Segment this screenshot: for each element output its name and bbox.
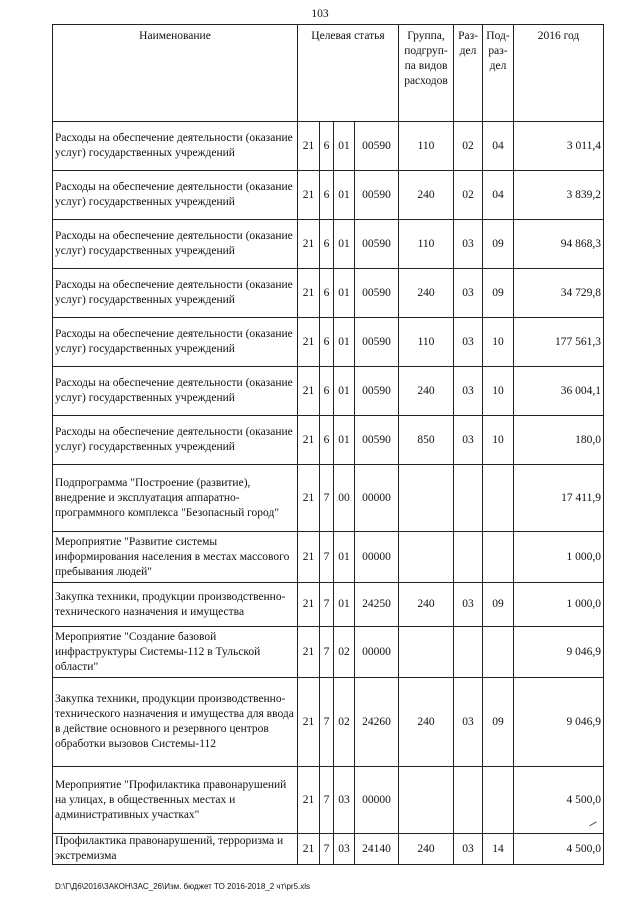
target-direction-cell: 00000 bbox=[355, 627, 399, 678]
expense-group-cell: 850 bbox=[399, 416, 454, 465]
target-program-cell: 21 bbox=[298, 318, 320, 367]
amount-2016-cell: 180,0 bbox=[514, 416, 604, 465]
amount-2016-cell: 3 011,4 bbox=[514, 122, 604, 171]
row-name-cell: Расходы на обеспечение деятельности (оказание услуг) государственных учреждений bbox=[53, 220, 298, 269]
target-event-cell: 01 bbox=[334, 367, 355, 416]
target-event-cell: 01 bbox=[334, 318, 355, 367]
row-name-cell: Профилактика правонарушений, терроризма и экстремизма bbox=[53, 834, 298, 865]
row-name-cell: Расходы на обеспечение деятельности (оказание услуг) государственных учреждений bbox=[53, 318, 298, 367]
amount-2016-cell: 9 046,9 bbox=[514, 627, 604, 678]
expense-group-cell: 240 bbox=[399, 171, 454, 220]
row-name-cell: Мероприятие "Создание базовой инфраструктуры Системы-112 в Тульской области" bbox=[53, 627, 298, 678]
target-direction-cell: 00590 bbox=[355, 318, 399, 367]
expense-group-cell: 110 bbox=[399, 318, 454, 367]
row-name-cell: Расходы на обеспечение деятельности (оказание услуг) государственных учреждений bbox=[53, 416, 298, 465]
target-program-cell: 21 bbox=[298, 465, 320, 532]
amount-2016-cell: 4 500,0 bbox=[514, 834, 604, 865]
section-cell: 03 bbox=[454, 416, 483, 465]
subsection-cell: 09 bbox=[483, 269, 514, 318]
target-event-cell: 01 bbox=[334, 416, 355, 465]
row-name-cell: Закупка техники, продукции производственно-технического назначения и имущества bbox=[53, 583, 298, 627]
table-row bbox=[53, 416, 604, 465]
target-program-cell: 21 bbox=[298, 532, 320, 583]
target-direction-cell: 00000 bbox=[355, 532, 399, 583]
target-direction-cell: 00000 bbox=[355, 767, 399, 834]
amount-2016-cell: 9 046,9 bbox=[514, 678, 604, 767]
target-subprogram-cell: 7 bbox=[320, 627, 334, 678]
target-direction-cell: 00590 bbox=[355, 269, 399, 318]
table-row bbox=[53, 367, 604, 416]
expense-group-cell: 240 bbox=[399, 834, 454, 865]
table-row bbox=[53, 627, 604, 678]
subsection-cell: 09 bbox=[483, 220, 514, 269]
expense-group-cell: 240 bbox=[399, 583, 454, 627]
subsection-cell bbox=[483, 767, 514, 834]
target-event-cell: 01 bbox=[334, 269, 355, 318]
section-cell: 02 bbox=[454, 171, 483, 220]
section-cell: 03 bbox=[454, 220, 483, 269]
target-subprogram-cell: 6 bbox=[320, 416, 334, 465]
target-direction-cell: 24250 bbox=[355, 583, 399, 627]
target-subprogram-cell: 7 bbox=[320, 678, 334, 767]
target-program-cell: 21 bbox=[298, 834, 320, 865]
target-direction-cell: 00000 bbox=[355, 465, 399, 532]
expense-group-cell: 240 bbox=[399, 678, 454, 767]
header-year: 2016 год bbox=[514, 25, 604, 122]
target-subprogram-cell: 6 bbox=[320, 318, 334, 367]
section-cell: 03 bbox=[454, 678, 483, 767]
expense-group-cell: 110 bbox=[399, 220, 454, 269]
target-program-cell: 21 bbox=[298, 767, 320, 834]
target-subprogram-cell: 7 bbox=[320, 532, 334, 583]
subsection-cell: 14 bbox=[483, 834, 514, 865]
subsection-cell: 10 bbox=[483, 318, 514, 367]
row-name-cell: Мероприятие "Профилактика правонарушений на улицах, в общественных местах и административных участках" bbox=[53, 767, 298, 834]
section-cell bbox=[454, 465, 483, 532]
target-subprogram-cell: 6 bbox=[320, 220, 334, 269]
amount-2016-cell: 4 500,0 bbox=[514, 767, 604, 834]
target-event-cell: 01 bbox=[334, 583, 355, 627]
header-name: Наименование bbox=[53, 25, 298, 122]
target-program-cell: 21 bbox=[298, 367, 320, 416]
amount-2016-cell: 177 561,3 bbox=[514, 318, 604, 367]
target-direction-cell: 00590 bbox=[355, 416, 399, 465]
row-name-cell: Расходы на обеспечение деятельности (оказание услуг) государственных учреждений bbox=[53, 171, 298, 220]
target-direction-cell: 00590 bbox=[355, 367, 399, 416]
target-program-cell: 21 bbox=[298, 583, 320, 627]
target-subprogram-cell: 7 bbox=[320, 465, 334, 532]
target-program-cell: 21 bbox=[298, 678, 320, 767]
amount-2016-cell: 1 000,0 bbox=[514, 532, 604, 583]
amount-2016-cell: 36 004,1 bbox=[514, 367, 604, 416]
target-event-cell: 02 bbox=[334, 678, 355, 767]
target-event-cell: 01 bbox=[334, 122, 355, 171]
subsection-cell bbox=[483, 627, 514, 678]
table-row bbox=[53, 834, 604, 865]
subsection-cell: 10 bbox=[483, 416, 514, 465]
row-name-cell: Закупка техники, продукции производственно-технического назначения и имущества для ввода в действие основного и резервного центров обработки вызовов Системы-112 bbox=[53, 678, 298, 767]
table-row bbox=[53, 678, 604, 767]
target-subprogram-cell: 6 bbox=[320, 367, 334, 416]
target-direction-cell: 24260 bbox=[355, 678, 399, 767]
expense-group-cell bbox=[399, 532, 454, 583]
table-row bbox=[53, 767, 604, 834]
amount-2016-cell: 3 839,2 bbox=[514, 171, 604, 220]
target-program-cell: 21 bbox=[298, 269, 320, 318]
subsection-cell bbox=[483, 532, 514, 583]
subsection-cell: 09 bbox=[483, 583, 514, 627]
target-event-cell: 03 bbox=[334, 767, 355, 834]
row-name-cell: Мероприятие "Развитие системы информирования населения в местах массового пребывания людей" bbox=[53, 532, 298, 583]
section-cell bbox=[454, 532, 483, 583]
amount-2016-cell: 17 411,9 bbox=[514, 465, 604, 532]
expense-group-cell: 240 bbox=[399, 367, 454, 416]
target-event-cell: 02 bbox=[334, 627, 355, 678]
section-cell: 02 bbox=[454, 122, 483, 171]
target-event-cell: 01 bbox=[334, 532, 355, 583]
target-program-cell: 21 bbox=[298, 627, 320, 678]
section-cell bbox=[454, 767, 483, 834]
expense-group-cell bbox=[399, 465, 454, 532]
section-cell bbox=[454, 627, 483, 678]
table-row bbox=[53, 318, 604, 367]
amount-2016-cell: 1 000,0 bbox=[514, 583, 604, 627]
page-number: 103 bbox=[311, 8, 329, 20]
budget-table bbox=[52, 24, 604, 865]
target-event-cell: 01 bbox=[334, 220, 355, 269]
target-direction-cell: 24140 bbox=[355, 834, 399, 865]
subsection-cell: 04 bbox=[483, 122, 514, 171]
table-row bbox=[53, 465, 604, 532]
section-cell: 03 bbox=[454, 834, 483, 865]
target-event-cell: 03 bbox=[334, 834, 355, 865]
row-name-cell: Расходы на обеспечение деятельности (оказание услуг) государственных учреждений bbox=[53, 269, 298, 318]
amount-2016-cell: 94 868,3 bbox=[514, 220, 604, 269]
header-subsection: Под-раз-дел bbox=[483, 25, 514, 122]
target-event-cell: 01 bbox=[334, 171, 355, 220]
expense-group-cell: 110 bbox=[399, 122, 454, 171]
target-direction-cell: 00590 bbox=[355, 171, 399, 220]
section-cell: 03 bbox=[454, 318, 483, 367]
header-target-article: Целевая статья bbox=[298, 25, 399, 122]
file-path-footer: D:\Г\Д6\2016\ЗАКОН\ЗАС_26\Изм. бюджет ТО 2016-2018_2 чт\pr5.xls bbox=[55, 882, 311, 891]
subsection-cell: 10 bbox=[483, 367, 514, 416]
target-program-cell: 21 bbox=[298, 171, 320, 220]
target-program-cell: 21 bbox=[298, 416, 320, 465]
target-program-cell: 21 bbox=[298, 122, 320, 171]
target-subprogram-cell: 7 bbox=[320, 583, 334, 627]
target-subprogram-cell: 6 bbox=[320, 269, 334, 318]
target-subprogram-cell: 7 bbox=[320, 767, 334, 834]
table-row bbox=[53, 269, 604, 318]
target-direction-cell: 00590 bbox=[355, 220, 399, 269]
target-subprogram-cell: 6 bbox=[320, 122, 334, 171]
expense-group-cell bbox=[399, 767, 454, 834]
header-expense-group: Группа, подгруп-па видов расходов bbox=[399, 25, 454, 122]
table-row bbox=[53, 583, 604, 627]
table-row bbox=[53, 171, 604, 220]
section-cell: 03 bbox=[454, 367, 483, 416]
amount-2016-cell: 34 729,8 bbox=[514, 269, 604, 318]
table-row bbox=[53, 220, 604, 269]
section-cell: 03 bbox=[454, 269, 483, 318]
subsection-cell: 09 bbox=[483, 678, 514, 767]
target-subprogram-cell: 6 bbox=[320, 171, 334, 220]
target-event-cell: 00 bbox=[334, 465, 355, 532]
section-cell: 03 bbox=[454, 583, 483, 627]
subsection-cell: 04 bbox=[483, 171, 514, 220]
table-row bbox=[53, 532, 604, 583]
table-row bbox=[53, 122, 604, 171]
row-name-cell: Расходы на обеспечение деятельности (оказание услуг) государственных учреждений bbox=[53, 122, 298, 171]
header-section: Раз-дел bbox=[454, 25, 483, 122]
subsection-cell bbox=[483, 465, 514, 532]
expense-group-cell: 240 bbox=[399, 269, 454, 318]
table-header-row bbox=[53, 25, 604, 122]
row-name-cell: Расходы на обеспечение деятельности (оказание услуг) государственных учреждений bbox=[53, 367, 298, 416]
row-name-cell: Подпрограмма "Построение (развитие), внедрение и эксплуатация аппаратно-программного комплекса "Безопасный город" bbox=[53, 465, 298, 532]
target-subprogram-cell: 7 bbox=[320, 834, 334, 865]
target-direction-cell: 00590 bbox=[355, 122, 399, 171]
target-program-cell: 21 bbox=[298, 220, 320, 269]
expense-group-cell bbox=[399, 627, 454, 678]
